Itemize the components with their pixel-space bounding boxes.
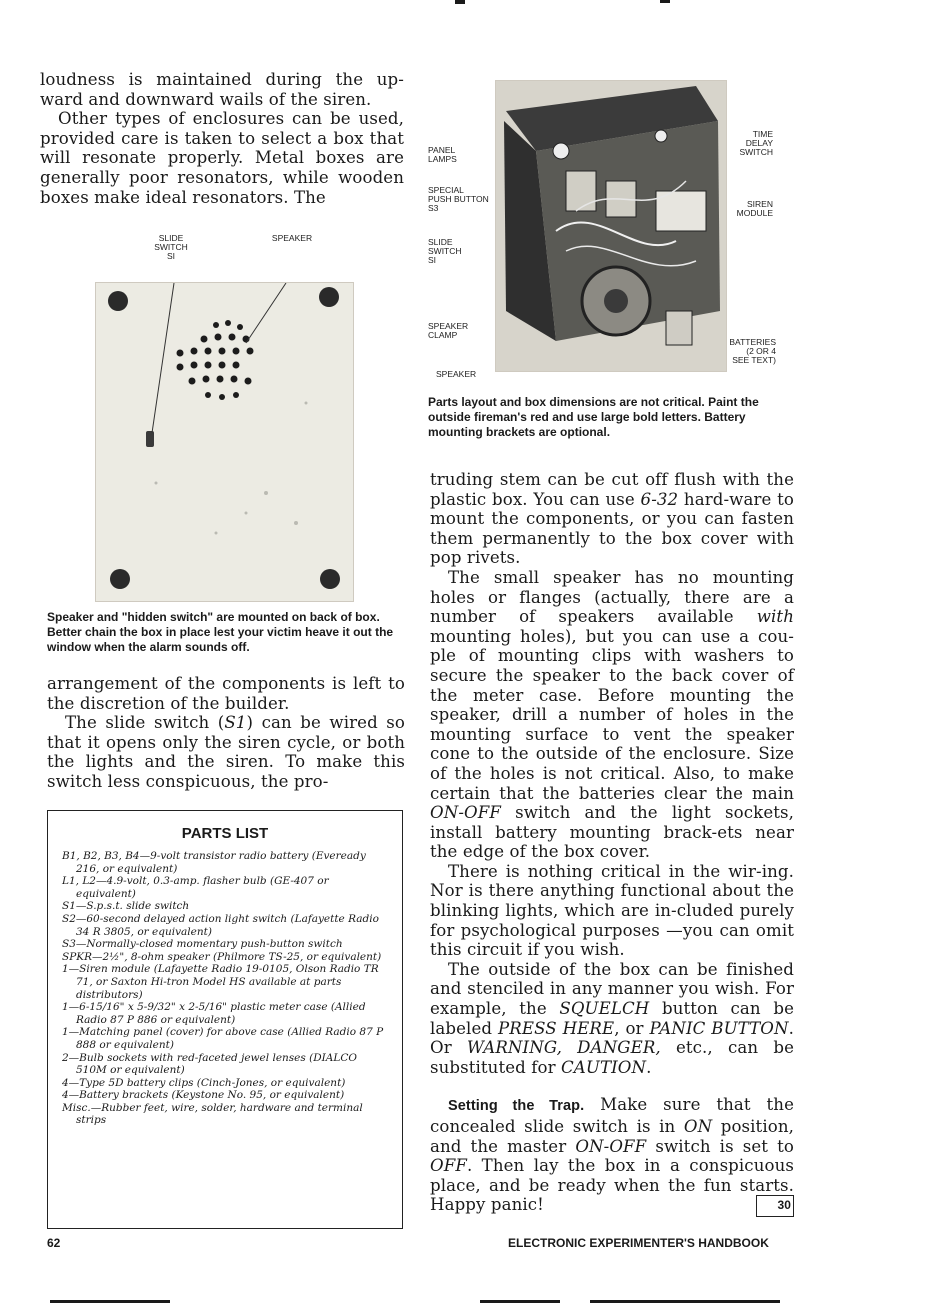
- parts-list-item: S2—60-second delayed action light switch (Lafayette Radio 34 R 3805, or equivalent): [62, 912, 379, 938]
- photo-illustration: [96, 283, 353, 601]
- book-title-footer: ELECTRONIC EXPERIMENTER'S HANDBOOK: [508, 1236, 769, 1250]
- paragraph: arrangement of the components is left to the discretion of the builder.: [47, 674, 405, 713]
- end-of-article-mark: 30: [756, 1195, 794, 1217]
- screw-icon: [108, 291, 128, 311]
- screw-icon: [319, 287, 339, 307]
- paragraph: There is nothing critical in the wir-ing. Nor is there anything functional about the blinking lights, which are in-cluded purely for psychological purposes —you can omit this circuit if you wish.: [430, 861, 794, 960]
- paragraph: loudness is maintained during the up-ward and downward wails of the siren.: [40, 70, 404, 109]
- parts-list-item: S3—Normally-closed momentary push-button switch: [62, 938, 343, 951]
- parts-list-box: [47, 810, 403, 1229]
- label-batteries: BATTERIES (2 OR 4 SEE TEXT): [729, 337, 776, 365]
- speaker-box-photo: [95, 282, 354, 602]
- paragraph: The slide switch (S1) can be wired so that it opens only the siren cycle, or both the lights and the siren. To make this switch less conspicuous, the pro-: [47, 713, 406, 791]
- label-speaker: SPEAKER: [271, 233, 313, 243]
- paragraph: Other types of enclosures can be used, provided care is taken to select a box that will resonate properly. Metal boxes are generally poor resonators, while wooden boxes make ideal resonators. The: [40, 109, 404, 207]
- parts-list-item: 4—Battery brackets (Keystone No. 95, or equivalent): [62, 1089, 345, 1102]
- battery-icon: [566, 171, 596, 211]
- scan-artifact: [455, 0, 465, 4]
- label-siren-module: SIREN MODULE: [736, 199, 773, 218]
- label-speaker: SPEAKER: [436, 369, 477, 379]
- parts-list-item: S1—S.p.s.t. slide switch: [62, 900, 190, 913]
- label-special-push-button: SPECIAL PUSH BUTTON S3: [428, 185, 489, 213]
- parts-list-item: Misc.—Rubber feet, wire, solder, hardware and terminal strips: [62, 1101, 363, 1127]
- figure-caption-left: Speaker and "hidden switch" are mounted on back of box. Better chain the box in place lest your victim heave it out the window when the alarm sounds off.: [47, 610, 394, 654]
- right-column-text: [430, 470, 794, 1217]
- scan-artifact: [480, 1300, 560, 1303]
- parts-list-title: PARTS LIST: [181, 825, 269, 842]
- photo-illustration: [496, 81, 726, 371]
- paragraph: truding stem can be cut off flush with the plastic box. You can use 6-32 hard-ware to mount the components, or you can fasten them permanently to the box cover with pop rivets.: [430, 470, 795, 568]
- battery-icon: [666, 311, 692, 345]
- paragraph: The small speaker has no mounting holes or flanges (actually, there are a number of speakers available with mounting holes), but you can use a cou-ple of mounting clips with washers to secure the speaker to the back cover of the meter case. Before mounting the speaker, drill a number of holes in the mounting surface to vent the speaker cone to the outside of the enclosure. Size of the holes is not critical. Also, to make certain that the batteries clear the main ON-OFF switch and the light sockets, install battery mounting brack-ets near the edge of the box cover.: [430, 567, 794, 862]
- figure-caption-right: Parts layout and box dimensions are not critical. Paint the outside fireman's red and use large bold letters. Battery mounting brackets are optional.: [428, 395, 759, 439]
- scan-artifact: [660, 0, 670, 3]
- label-panel-lamps: PANEL LAMPS: [428, 145, 457, 164]
- parts-list-item: SPKR—2½", 8-ohm speaker (Philmore TS-25, or equivalent): [62, 950, 382, 963]
- screw-icon: [110, 569, 130, 589]
- label-slide-switch: SLIDE SWITCH SI: [428, 237, 462, 265]
- parts-list-item: 1—6-15/16" x 5-9/32" x 2-5/16" plastic meter case (Allied Radio 87 P 886 or equivalent): [62, 1001, 366, 1026]
- screw-icon: [320, 569, 340, 589]
- run-in-heading: Setting the Trap.: [448, 1098, 585, 1115]
- parts-list-item: 1—Matching panel (cover) for above case (Allied Radio 87 P 888 or equivalent): [62, 1026, 384, 1051]
- paragraph: The outside of the box can be finished and stenciled in any manner you wish. For example, the SQUELCH button can be labeled PRESS HERE, or PANIC BUTTON. Or WARNING, DANGER, etc., can be substituted for CAUTION.: [430, 959, 795, 1077]
- left-column-mid-text: [47, 674, 405, 792]
- parts-list-item: 4—Type 5D battery clips (Cinch-Jones, or equivalent): [62, 1076, 346, 1089]
- lamp-icon: [553, 143, 569, 159]
- parts-list-item: L1, L2—4.9-volt, 0.3-amp. flasher bulb (GE-407 or equivalent): [62, 875, 329, 900]
- parts-list-item: 2—Bulb sockets with red-faceted jewel lenses (DIALCO 510M or equivalent): [62, 1051, 357, 1077]
- label-speaker-clamp: SPEAKER CLAMP: [428, 321, 469, 340]
- parts-list-item: B1, B2, B3, B4—9-volt transistor radio battery (Eveready 216, or equivalent): [62, 850, 366, 875]
- parts-layout-photo: [495, 80, 727, 372]
- slide-switch-icon: [146, 431, 154, 447]
- page-number: 62: [47, 1236, 61, 1250]
- left-column-top-text: [40, 70, 404, 207]
- label-slide-switch: SLIDE SWITCH SI: [154, 233, 188, 261]
- parts-list-item: 1—Siren module (Lafayette Radio 19-0105, Olson Radio TR 71, or Saxton Hi-tron Model HS available at parts distributors): [62, 963, 379, 1001]
- switch-icon: [655, 130, 667, 142]
- scan-artifact: [50, 1300, 170, 1303]
- paragraph: Setting the Trap. Make sure that the concealed slide switch is in ON position, and the master ON-OFF switch is set to OFF. Then lay the box in a conspicuous place, and be ready when the fun starts. Happy panic! 30: [430, 1095, 794, 1215]
- parts-list: [48, 850, 402, 1127]
- scan-artifact: [590, 1300, 780, 1303]
- label-time-delay-switch: TIME DELAY SWITCH: [739, 129, 773, 157]
